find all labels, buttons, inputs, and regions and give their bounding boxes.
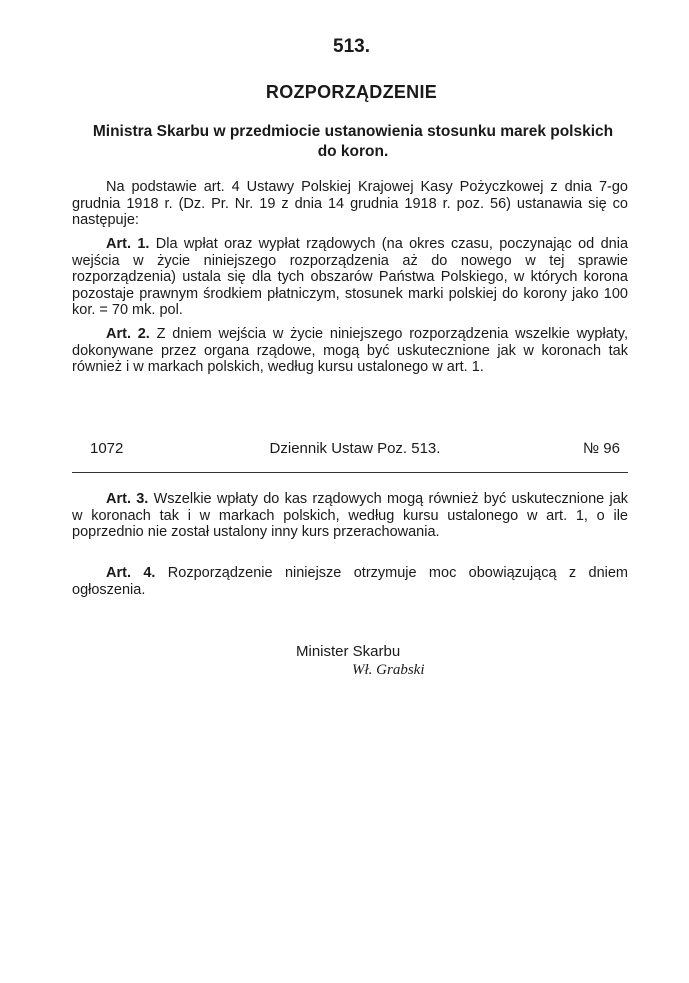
article-4-label: Art. 4. [106,565,156,581]
article-2-text: Z dniem wejścia w życie niniejszego rozporządzenia wszelkie wypłaty, dokonywane przez organa rządowe, mogą być uskutecznione jak w koronach tak również i w markach polskich, według kursu ustalonego w art. 1. [72,326,629,375]
article-3-text: Wszelkie wpłaty do kas rządowych mogą również być uskutecznione jak w koronach tak i w markach polskich, według kursu ustalonego w art. 1, o ile poprzednio nie został ustalony inny kurs przerachowania. [72,491,629,540]
article-4-text: Rozporządzenie niniejsze otrzymuje moc obowiązującą z dniem ogłoszenia. [72,565,629,598]
document-subtitle: Ministra Skarbu w przedmiocie ustanowienia stosunku marek polskich do koron. [92,123,614,160]
article-3 [72,491,628,541]
document-title: ROZPORZĄDZENIE [265,82,438,102]
article-2-label: Art. 2. [106,326,150,342]
preamble-text: Na podstawie art. 4 Ustawy Polskiej Krajowej Kasy Pożyczkowej z dnia 7-go grudnia 1918 r. (Dz. Pr. Nr. 19 z dnia 14 grudnia 1918 r. poz. 56) ustanawia się co następuje: [72,179,628,228]
footer-page-number: 1072 [90,440,124,457]
article-4 [72,565,628,598]
article-3-label: Art. 3. [106,491,149,507]
article-1-text: Dla wpłat oraz wypłat rządowych (na okres czasu, poczynając od dnia wejścia w życie niniejszego rozporządzenia aż do nowego w tej sprawie rozporządzenia) ustala się dla tych obszarów Państwa Polskiego, w których korona pozostaje prawnym środkiem płatniczym, stosunek marki polskiej do korony jako 100 kor. = 70 mk. pol. [72,236,629,318]
preamble-paragraph [72,179,628,229]
page-footer [90,440,620,460]
article-1 [72,236,628,319]
footer-issue-number: № 96 [583,440,620,457]
article-2 [72,326,628,376]
signature-office: Minister Skarbu [296,643,401,660]
position-number: 513. [333,36,370,57]
signature-name: Wł. Grabski [352,662,425,678]
footer-divider [72,472,628,473]
article-1-label: Art. 1. [106,236,150,252]
footer-journal: Dziennik Ustaw Poz. 513. [269,440,441,457]
